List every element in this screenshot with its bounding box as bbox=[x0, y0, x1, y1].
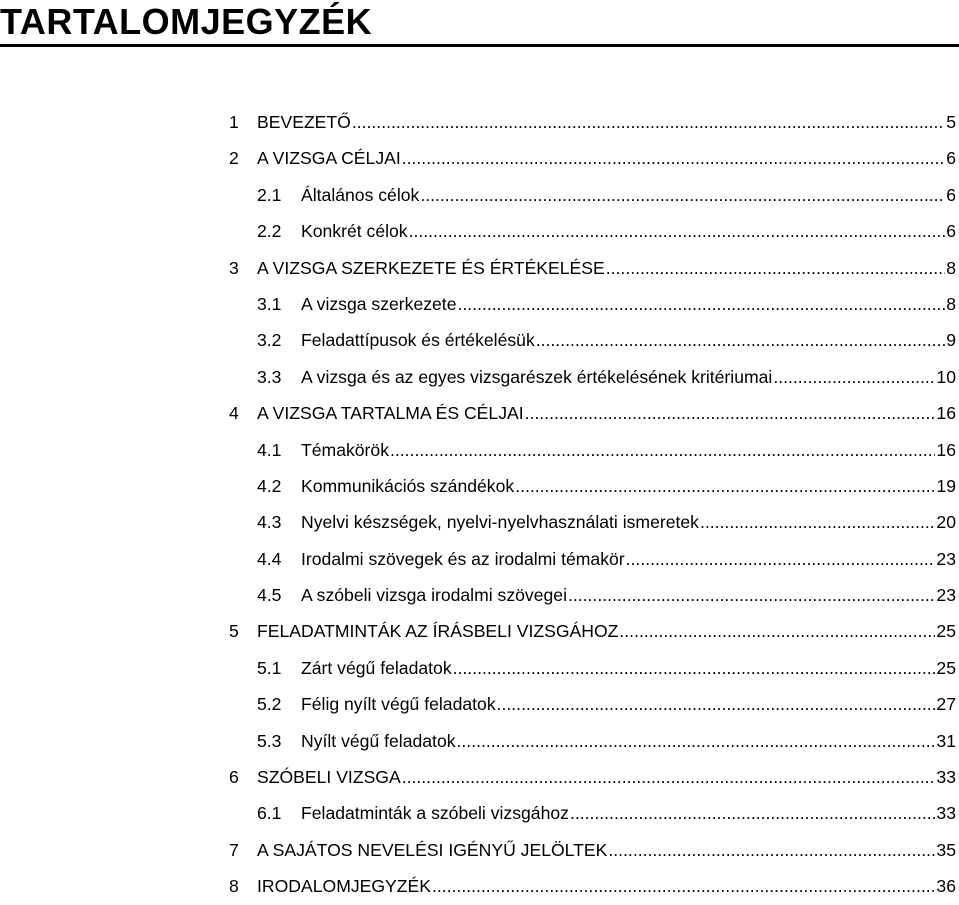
toc-entry-7[interactable] bbox=[229, 832, 956, 868]
toc-entry-page-number: 8 bbox=[946, 293, 956, 314]
toc-entry-page-number: 8 bbox=[946, 257, 956, 278]
toc-entry-number: 2.1 bbox=[257, 184, 282, 205]
toc-dot-leader bbox=[608, 832, 935, 868]
toc-entry-label: Nyílt végű feladatok bbox=[301, 730, 456, 751]
toc-entry-label: A VIZSGA SZERKEZETE ÉS ÉRTÉKELÉSE bbox=[257, 257, 605, 278]
toc-entry-label: Feladatminták a szóbeli vizsgához bbox=[301, 803, 569, 824]
toc-dot-leader bbox=[457, 723, 936, 759]
toc-entry-number: 8 bbox=[229, 876, 239, 897]
toc-entry-number: 5.3 bbox=[257, 730, 282, 751]
toc-entry-page-number: 35 bbox=[936, 839, 956, 860]
toc-entry-number: 4 bbox=[229, 403, 239, 424]
toc-dot-leader bbox=[619, 613, 935, 649]
toc-entry-page-number: 25 bbox=[936, 621, 956, 642]
toc-entry-8[interactable] bbox=[229, 868, 956, 904]
toc-dot-leader bbox=[432, 868, 935, 904]
toc-entry-page-number: 6 bbox=[946, 184, 956, 205]
toc-entry-label: Általános célok bbox=[301, 184, 420, 205]
toc-dot-leader bbox=[352, 104, 945, 140]
toc-dot-leader bbox=[700, 504, 935, 540]
toc-entry-3-1[interactable] bbox=[229, 286, 956, 322]
toc-dot-leader bbox=[497, 686, 936, 722]
toc-dot-leader bbox=[390, 432, 935, 468]
toc-dot-leader bbox=[773, 359, 935, 395]
toc-entry-number: 3.3 bbox=[257, 366, 282, 387]
toc-entry-page-number: 33 bbox=[936, 767, 956, 788]
toc-entry-label: BEVEZETŐ bbox=[257, 112, 351, 132]
toc-entry-number: 4.1 bbox=[257, 439, 282, 460]
toc-entry-page-number: 10 bbox=[936, 366, 956, 387]
toc-entry-label: Nyelvi készségek, nyelvi-nyelvhasználati ismeretek bbox=[301, 512, 699, 533]
toc-entry-4-4[interactable] bbox=[229, 541, 956, 577]
toc-entry-label: A SAJÁTOS NEVELÉSI IGÉNYŰ JELÖLTEK bbox=[257, 839, 608, 860]
toc-entry-number: 4.5 bbox=[257, 585, 282, 606]
title-underline bbox=[0, 44, 959, 47]
toc-entry-3[interactable] bbox=[229, 250, 956, 286]
toc-entry-4-3[interactable] bbox=[229, 504, 956, 540]
toc-dot-leader bbox=[409, 213, 946, 249]
toc-entry-6[interactable] bbox=[229, 759, 956, 795]
toc-entry-page-number: 16 bbox=[936, 439, 956, 460]
toc-dot-leader bbox=[568, 577, 935, 613]
toc-entry-number: 4.3 bbox=[257, 512, 282, 533]
toc-dot-leader bbox=[525, 395, 936, 431]
toc-entry-number: 3 bbox=[229, 257, 239, 278]
toc-entry-label: IRODALOMJEGYZÉK bbox=[257, 876, 432, 897]
toc-entry-label: FELADATMINTÁK AZ ÍRÁSBELI VIZSGÁHOZ bbox=[257, 621, 619, 642]
toc-entry-number: 3.1 bbox=[257, 293, 282, 314]
toc-entry-label: Zárt végű feladatok bbox=[301, 657, 452, 678]
toc-dot-leader bbox=[457, 286, 945, 322]
toc-entry-2[interactable] bbox=[229, 140, 956, 176]
toc-entry-label: Irodalmi szövegek és az irodalmi témakör bbox=[301, 548, 625, 569]
toc-entry-5-3[interactable] bbox=[229, 723, 956, 759]
toc-entry-4-1[interactable] bbox=[229, 432, 956, 468]
toc-entry-5[interactable] bbox=[229, 613, 956, 649]
toc-entry-label: Kommunikációs szándékok bbox=[301, 475, 515, 496]
toc-entry-1[interactable] bbox=[229, 104, 956, 140]
toc-entry-label: A vizsga szerkezete bbox=[301, 293, 457, 314]
toc-entry-page-number: 5 bbox=[946, 112, 956, 132]
toc-entry-page-number: 9 bbox=[946, 330, 956, 351]
toc-entry-3-2[interactable] bbox=[229, 322, 956, 358]
toc-dot-leader bbox=[515, 468, 935, 504]
toc-entry-5-1[interactable] bbox=[229, 650, 956, 686]
toc-entry-label: A szóbeli vizsga irodalmi szövegei bbox=[301, 585, 567, 606]
toc-dot-leader bbox=[536, 322, 945, 358]
toc-entry-label: Konkrét célok bbox=[301, 221, 408, 242]
toc-entry-number: 3.2 bbox=[257, 330, 282, 351]
toc-entry-number: 6.1 bbox=[257, 803, 282, 824]
toc-dot-leader bbox=[453, 650, 936, 686]
toc-dot-leader bbox=[570, 795, 935, 831]
toc-entry-2-1[interactable] bbox=[229, 177, 956, 213]
toc-entry-page-number: 31 bbox=[936, 730, 956, 751]
toc-entry-label: Témakörök bbox=[301, 439, 389, 460]
toc-entry-page-number: 23 bbox=[936, 585, 956, 606]
toc-dot-leader bbox=[606, 250, 945, 286]
toc-dot-leader bbox=[402, 759, 936, 795]
toc-dot-leader bbox=[420, 177, 945, 213]
toc-entry-label: A vizsga és az egyes vizsgarészek értékelésének kritériumai bbox=[301, 366, 773, 387]
toc-entry-number: 6 bbox=[229, 767, 239, 788]
toc-entry-page-number: 19 bbox=[936, 475, 956, 496]
toc-entry-label: A VIZSGA CÉLJAI bbox=[257, 148, 401, 169]
toc-entry-3-3[interactable] bbox=[229, 359, 956, 395]
toc-entry-number: 5.1 bbox=[257, 657, 282, 678]
toc-entry-label: Feladattípusok és értékelésük bbox=[301, 330, 535, 351]
toc-entry-4-2[interactable] bbox=[229, 468, 956, 504]
toc-entry-page-number: 6 bbox=[946, 148, 956, 169]
toc-dot-leader bbox=[626, 541, 936, 577]
toc-entry-4-5[interactable] bbox=[229, 577, 956, 613]
toc-entry-page-number: 16 bbox=[936, 403, 956, 424]
toc-entry-number: 1 bbox=[229, 112, 239, 132]
toc-entry-page-number: 33 bbox=[936, 803, 956, 824]
toc-entry-number: 5 bbox=[229, 621, 239, 642]
toc-entry-4[interactable] bbox=[229, 395, 956, 431]
toc-entry-label: A VIZSGA TARTALMA ÉS CÉLJAI bbox=[257, 403, 524, 424]
table-of-contents bbox=[229, 104, 956, 905]
toc-entry-page-number: 20 bbox=[936, 512, 956, 533]
toc-entry-number: 4.2 bbox=[257, 475, 282, 496]
toc-entry-5-2[interactable] bbox=[229, 686, 956, 722]
toc-entry-6-1[interactable] bbox=[229, 795, 956, 831]
toc-entry-page-number: 23 bbox=[936, 548, 956, 569]
toc-entry-page-number: 36 bbox=[936, 876, 956, 897]
toc-entry-page-number: 6 bbox=[946, 221, 956, 242]
toc-entry-label: SZÓBELI VIZSGA bbox=[257, 767, 401, 788]
toc-entry-number: 4.4 bbox=[257, 548, 282, 569]
toc-entry-number: 2 bbox=[229, 148, 239, 169]
page-title: TARTALOMJEGYZÉK bbox=[0, 1, 373, 42]
toc-entry-label: Félig nyílt végű feladatok bbox=[301, 694, 496, 715]
toc-entry-page-number: 27 bbox=[936, 694, 956, 715]
toc-entry-2-2[interactable] bbox=[229, 213, 956, 249]
toc-entry-number: 5.2 bbox=[257, 694, 282, 715]
toc-entry-page-number: 25 bbox=[936, 657, 956, 678]
toc-entry-number: 7 bbox=[229, 839, 239, 860]
toc-entry-number: 2.2 bbox=[257, 221, 282, 242]
toc-dot-leader bbox=[402, 140, 945, 176]
